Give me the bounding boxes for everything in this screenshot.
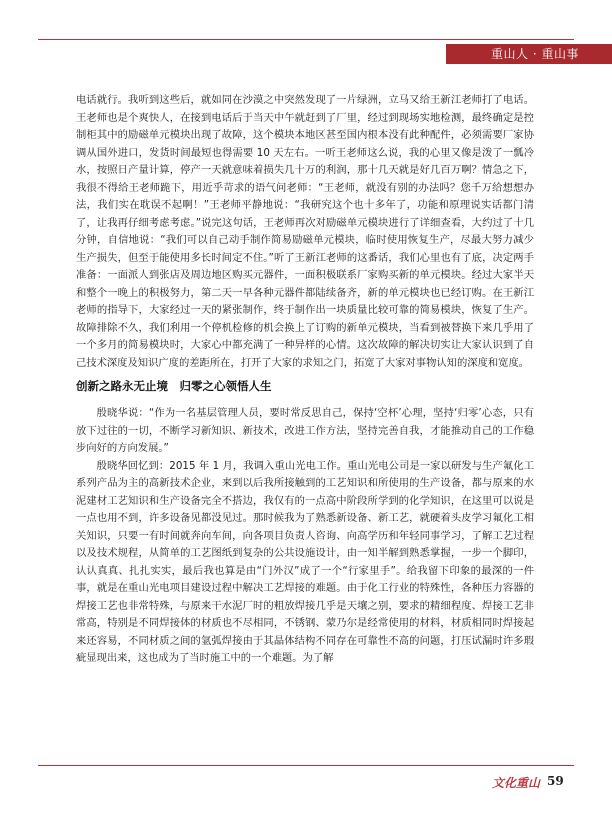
paragraph: 殷晓华回忆到：2015 年 1 月，我调入重山光电工作。重山光电公司是一家以研发与生产氟化工系列产品为主的高新技术企业，来到以后我所接触到的工艺知识和所使用的生产设备，都与原来的水泥建材工艺知识和生产设备完全不搭边，我仅有的一点高中阶段所学到的化学知识，在这里可以说是一点也用不到，许多设备见都没见过。那时候我为了熟悉新设备、新工艺，就硬着头皮学习氟化工相关知识，只要一有时间就奔向车间，向各项目负责人咨询、向高学历和年轻同事学习，了解工艺过程以及技术规程，从简单的工艺图纸到复杂的公共设施设计，由一知半解到熟悉掌握，一步一个脚印，认认真真、扎扎实实，最后我也算是由“门外汉”成了一个“行家里手”。给我留下印象的最深的一件事，就是在重山光电项目建设过程中解决工艺焊接的难题。由于化工行业的特殊性，各种压力容器的焊接工艺也非常特殊，与原来干水泥厂时的粗放焊接几乎是天壤之别，要求的精细程度、焊接工艺非常高，特别是不同焊接体的材质也不尽相同，不锈钢、蒙乃尔是经常使用的材料，材质相同时焊接起来还容易，不同材质之间的氩弧焊接由于其晶体结构不同存在可靠性不高的问题，打压试漏时许多瑕疵显现出来，这也成为了当时施工中的一个难题。为了解 — [76, 459, 534, 664]
footer-logo: 文化重山 — [492, 776, 541, 790]
article-body-bottom — [76, 405, 534, 668]
paragraph: 殷晓华说：“作为一名基层管理人员，要时常反思自己，保持‘空杯’心理，坚持‘归零’心态，只有放下过往的一切，不断学习新知识、新技术，改进工作方法，坚持完善自我，才能推动自己的工作稳步向好的方向发展。” — [76, 407, 534, 454]
section-tag-label: 重山人 · 重山事 — [491, 47, 579, 61]
article-body-top — [76, 92, 534, 372]
section-tag — [446, 44, 612, 64]
section-heading: 创新之路永无止境 归零之心领悟人生 — [76, 379, 272, 393]
paragraph: 电话就行。我听到这些后，就如同在沙漠之中突然发现了一片绿洲，立马又给王新江老师打了电话。王老师也是个爽快人，在接到电话后于当天中午就赶到了厂里，经过到现场实地检测，最终确定是控制柜其中的励磁单元模块出现了故障，这个模块本地区甚至国内根本没有此种配件，必须需要厂家协调从国外进口，发货时间最短也得需要 10 天左右。一听王老师这么说，我的心里又像是泼了一瓢冷水，按照日产量计算，停产一天就意味着损失几十万的利润，那十几天就是好几百万啊？情急之下，我很不得给王老师跪下，用近乎苛求的语气问老师：“王老师，就没有别的办法吗？您千万给想想办法，我们实在耽误不起啊！”王老师平静地说：“我研究这个也十多年了，功能和原理说实话都门清了，让我再仔细考虑考虑。”说完这句话，王老师再次对励磁单元模块进行了详细查看，大约过了十几分钟，自信地说：“我们可以自己动手制作简易励磁单元模块，临时使用恢复生产，尽最大努力减少生产损失，但至于能使用多长时间定不住。”听了王新江老师的这番话，我们心里也有了底，决定两手准备：一面派人到张店及周边地区购买元器件，一面积极联系厂家购买新的单元模块。经过大家半天和整个一晚上的积极努力，第二天一早各种元器件都陆续备齐，新的单元模块也已经订购。在王新江老师的指导下，大家经过一天的紧张制作，终于制作出一块质量比较可靠的简易模块，恢复了生产。故障排除不久，我们利用一个停机检修的机会换上了订购的新单元模块，当看到被替换下来几乎用了一个多月的简易模块时，大家心中都充满了一种异样的心情。这次故障的解决切实让大家认识到了自己技术深度及知识广度的差距所在，打开了大家的求知之门，拓宽了大家对事物认知的深度和宽度。 — [76, 94, 534, 369]
header-rule — [38, 39, 574, 40]
page-number: 59 — [547, 774, 564, 788]
footer-rule — [38, 765, 574, 766]
